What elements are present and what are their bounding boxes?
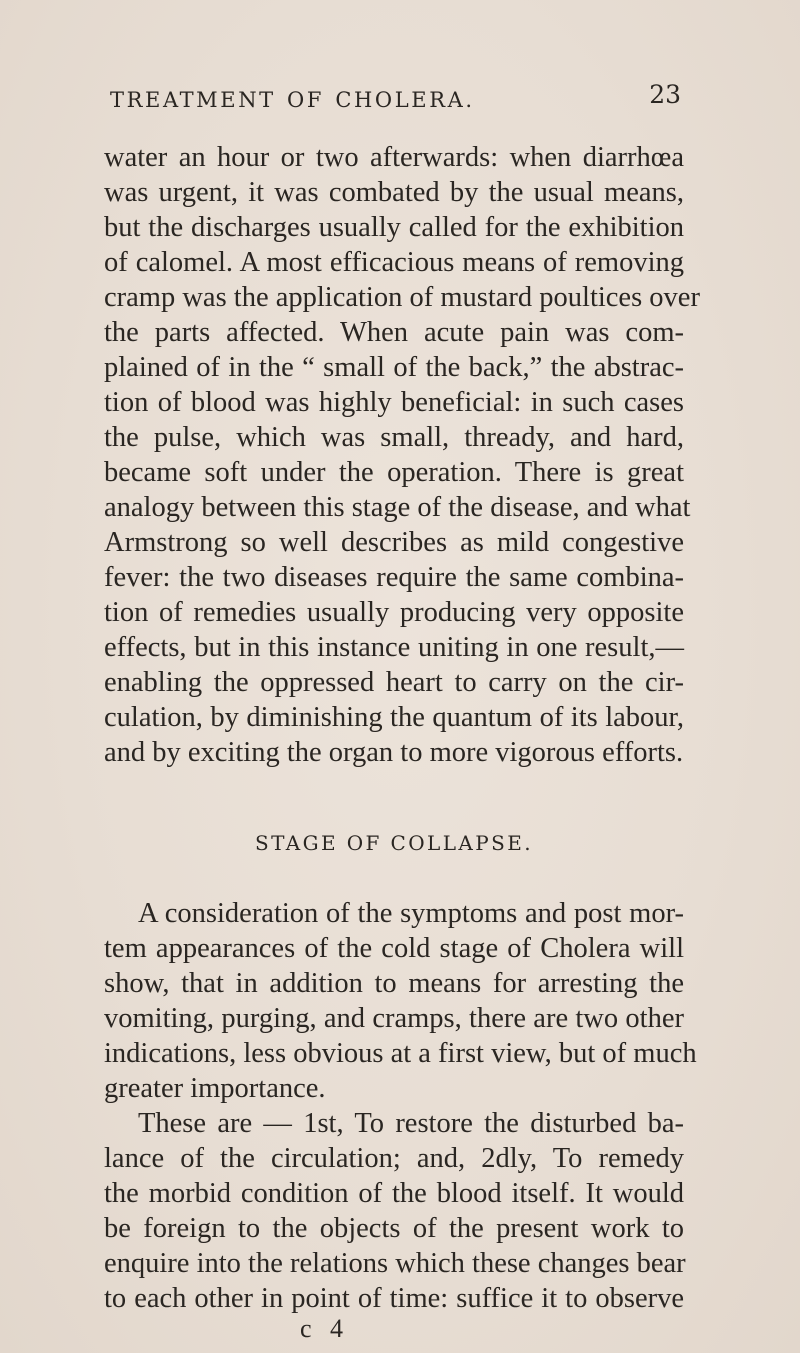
text-line: the parts affected. When acute pain was com- xyxy=(104,317,684,348)
running-title: TREATMENT OF CHOLERA. xyxy=(110,88,475,112)
text-line: indications, less obvious at a first view, but of much xyxy=(104,1038,697,1069)
text-line: but the discharges usually called for the exhibition xyxy=(104,212,684,243)
text-line: to each other in point of time: suffice it to observe xyxy=(104,1283,684,1314)
running-head xyxy=(104,80,684,120)
text-line: fever: the two diseases require the same combina- xyxy=(104,562,684,593)
text-line: These are — 1st, To restore the disturbed ba- xyxy=(138,1108,684,1139)
text-line: the pulse, which was small, thready, and hard, xyxy=(104,422,684,453)
text-line: be foreign to the objects of the present work to xyxy=(104,1213,684,1244)
text-line: the morbid condition of the blood itself. It would xyxy=(104,1178,684,1209)
text-line: A consideration of the symptoms and post mor- xyxy=(138,898,684,929)
text-line: enquire into the relations which these changes bear xyxy=(104,1248,686,1279)
text-line: plained of in the “ small of the back,” the abstrac- xyxy=(104,352,684,383)
text-line: tion of remedies usually producing very opposite xyxy=(104,597,684,628)
text-line: and by exciting the organ to more vigorous efforts. xyxy=(104,737,684,768)
text-line: Armstrong so well describes as mild congestive xyxy=(104,527,684,558)
page-number: 23 xyxy=(649,80,681,109)
signature-mark: c 4 xyxy=(300,1314,350,1343)
text-line: vomiting, purging, and cramps, there are two other xyxy=(104,1003,684,1034)
text-line: tem appearances of the cold stage of Cholera will xyxy=(104,933,684,964)
section-heading: STAGE OF COLLAPSE. xyxy=(255,831,533,855)
text-line: lance of the circulation; and, 2dly, To remedy xyxy=(104,1143,684,1174)
text-line: analogy between this stage of the disease, and what xyxy=(104,492,691,523)
text-line: was urgent, it was combated by the usual means, xyxy=(104,177,684,208)
text-line: culation, by diminishing the quantum of its labour, xyxy=(104,702,684,733)
text-line: became soft under the operation. There is great xyxy=(104,457,684,488)
text-line: enabling the oppressed heart to carry on the cir- xyxy=(104,667,684,698)
text-line: effects, but in this instance uniting in one result,— xyxy=(104,632,684,663)
text-line: water an hour or two afterwards: when diarrhœa xyxy=(104,142,684,173)
text-line: of calomel. A most efficacious means of removing xyxy=(104,247,684,278)
text-line: greater importance. xyxy=(104,1073,326,1104)
text-line: tion of blood was highly beneficial: in such cases xyxy=(104,387,684,418)
text-line: cramp was the application of mustard poultices over xyxy=(104,282,700,313)
text-line: show, that in addition to means for arresting the xyxy=(104,968,684,999)
